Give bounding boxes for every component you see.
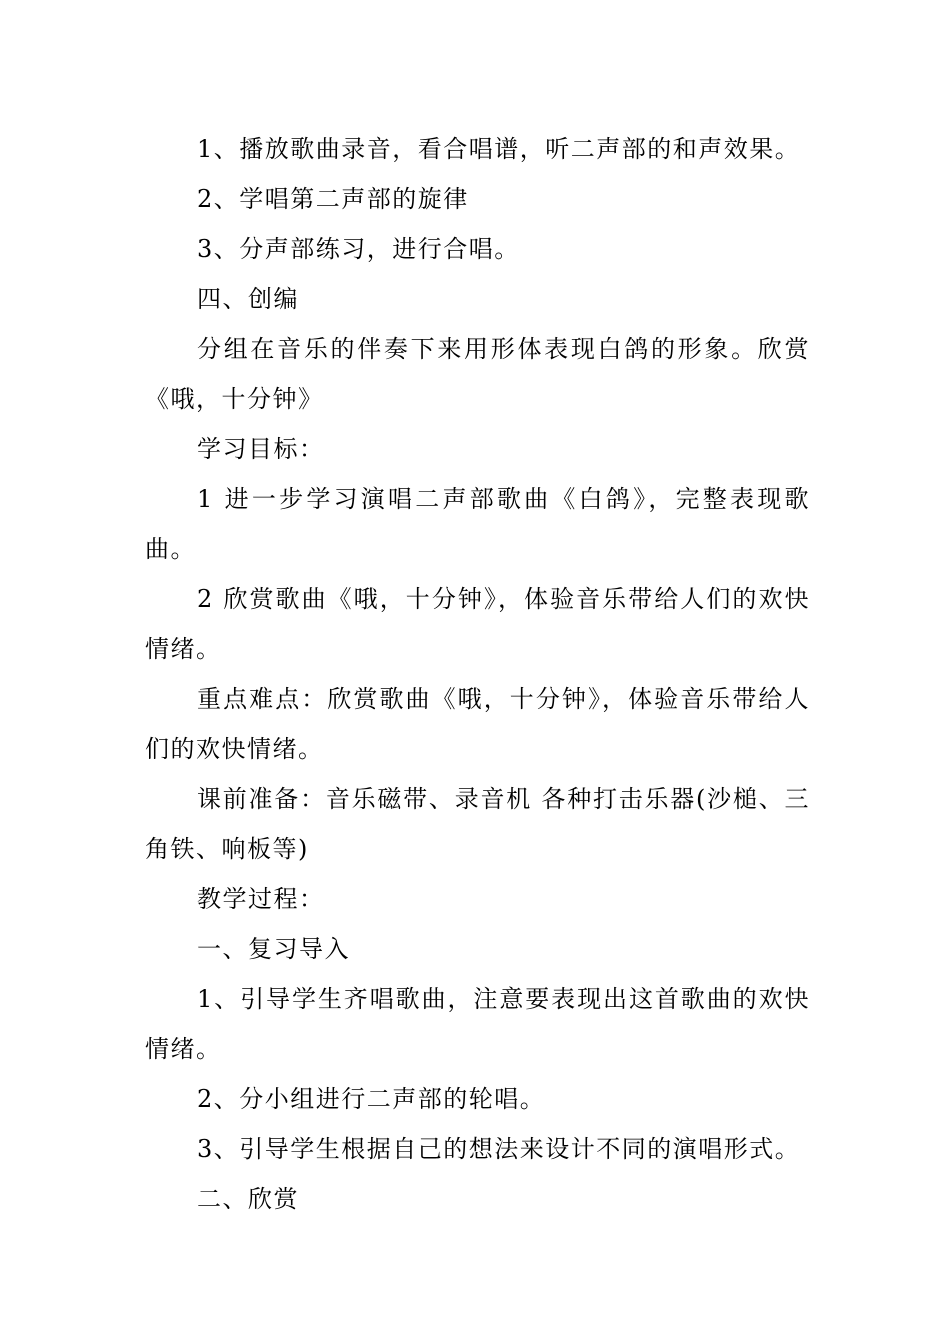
paragraph: 1 进一步学习演唱二声部歌曲《白鸽》，完整表现歌曲。 (145, 485, 810, 563)
paragraph: 2、分小组进行二声部的轮唱。 (197, 1085, 546, 1113)
document-body (145, 124, 810, 1224)
section-heading: 四、创编 (197, 285, 299, 313)
paragraph: 1、播放歌曲录音，看合唱谱，听二声部的和声效果。 (197, 135, 801, 163)
section-heading: 一、复习导入 (197, 935, 350, 963)
paragraph: 3、分声部练习，进行合唱。 (197, 235, 520, 263)
paragraph: 2 欣赏歌曲《哦，十分钟》，体验音乐带给人们的欢快情绪。 (145, 585, 810, 663)
paragraph: 3、引导学生根据自己的想法来设计不同的演唱形式。 (197, 1135, 801, 1163)
paragraph: 课前准备：音乐磁带、录音机 各种打击乐器(沙槌、三角铁、响板等) (145, 785, 810, 863)
paragraph: 重点难点：欣赏歌曲《哦，十分钟》，体验音乐带给人们的欢快情绪。 (145, 685, 810, 763)
section-heading: 学习目标： (197, 435, 325, 463)
paragraph: 分组在音乐的伴奏下来用形体表现白鸽的形象。欣赏《哦，十分钟》 (145, 335, 810, 413)
section-heading: 教学过程： (197, 885, 325, 913)
section-heading: 二、欣赏 (197, 1185, 299, 1213)
paragraph: 1、引导学生齐唱歌曲，注意要表现出这首歌曲的欢快情绪。 (145, 985, 810, 1063)
paragraph: 2、学唱第二声部的旋律 (197, 185, 469, 213)
